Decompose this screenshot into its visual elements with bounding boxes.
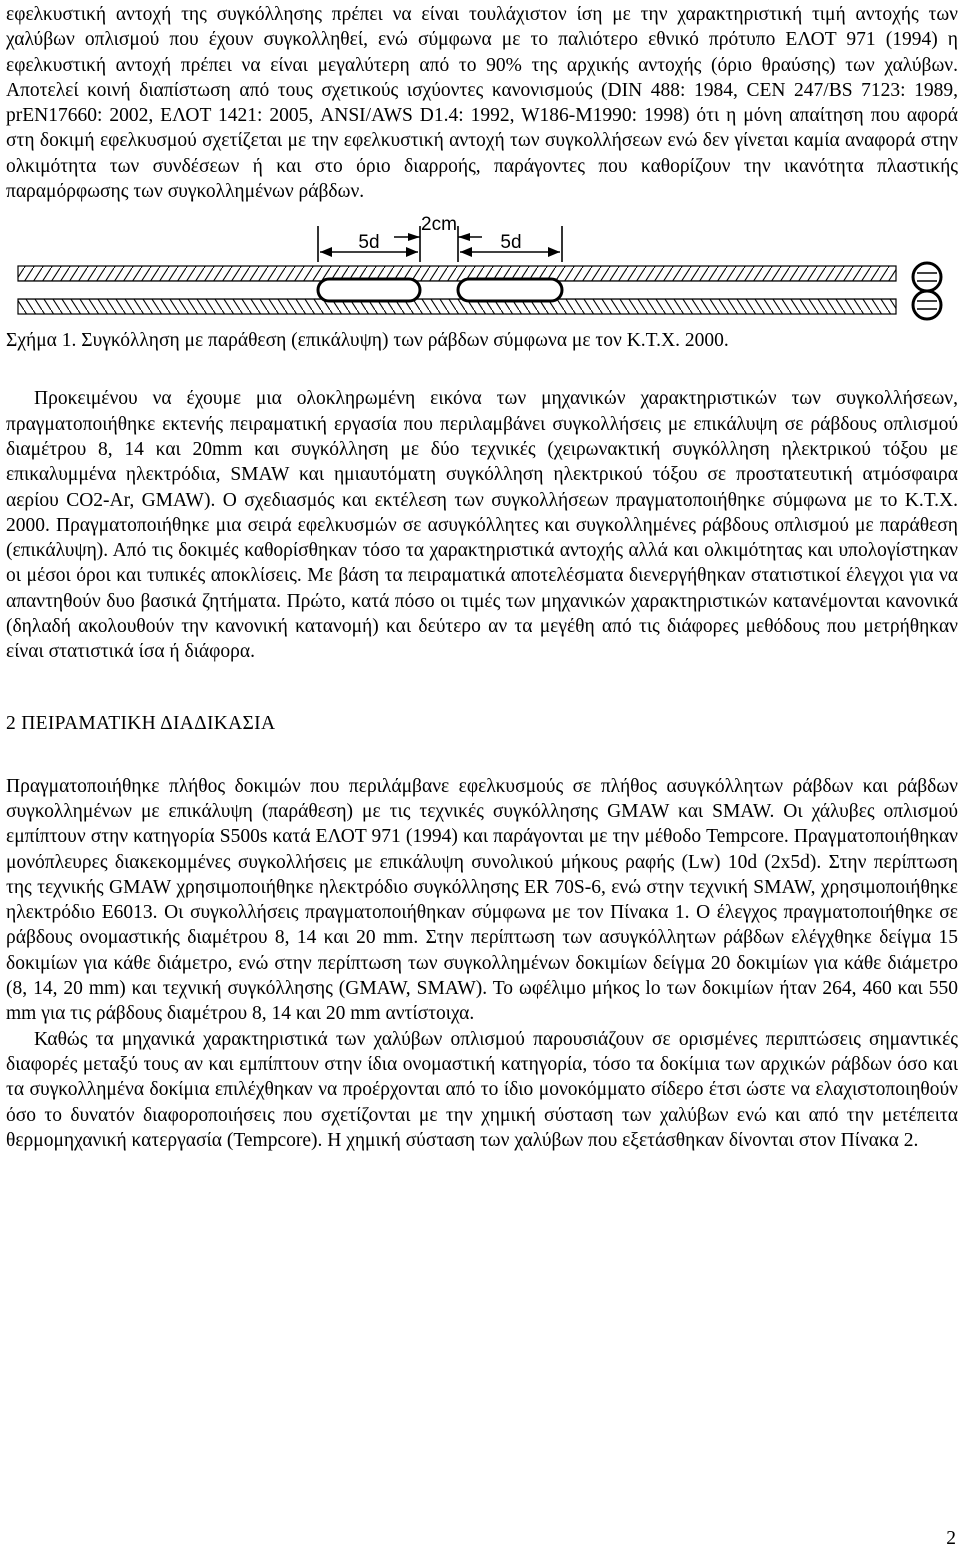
- paragraph-2: Προκειμένου να έχουμε μια ολοκληρωμένη εικόνα των μηχανικών χαρακτηριστικών των συγκολλήσεων, πραγματοποιήθηκε εκτενής πειραματική εργασία που περιλαμβάνει συγκολλήσεις με επικάλυψη σε ράβδους οπλισμού διαμέτρου 8, 14 και 20mm και συγκόλληση με δύο τεχνικές (χειρωνακτική συγκόλληση ηλεκτρικού τόξου με επικαλυμμένα ηλεκτρόδια, SMAW και ημιαυτόματη συγκόλληση ηλεκτρικού τόξου σε προστατευτική ατμόσφαιρα αερίου CO2-Ar, GMAW). Ο σχεδιασμός και εκτέλεση των συγκολλήσεων πραγματοποιήθηκε σύμφωνα με το Κ.Τ.Χ. 2000. Πραγματοποιήθηκε μια σειρά εφελκυσμών σε ασυγκόλλητες και συγκολλημένες ράβδους οπλισμού με παράθεση (επικάλυψη). Από τις δοκιμές καθορίσθηκαν τόσο τα χαρακτηριστικά αντοχής αλλά και ολκιμότητας και υπολογίστηκαν οι μέσοι όροι και τυπικές αποκλίσεις. Με βάση τα πειραματικά αποτελέσματα διενεργήθηκαν στατιστικοί έλεγχοι για να απαντηθούν δυο βασικά ζητήματα. Πρώτο, κατά πόσο οι τιμές των μηχανικών χαρακτηριστικών κατανέμονται κανονικά (δηλαδή ακολουθούν την κανονική κατανομή) και δεύτερο αν τα μεγέθη από τις διάφορες μεθόδους που μετρήθηκαν είναι στατιστικά ίσα ή διάφορα.: [6, 388, 958, 663]
- cross-section: [913, 263, 941, 319]
- page-number: 2: [946, 1528, 956, 1549]
- label-2cm: 2cm: [421, 214, 457, 236]
- label-5d-left: 5d: [358, 232, 380, 254]
- upper-rebar: [18, 266, 896, 281]
- figure-caption: Σχήμα 1. Συγκόλληση με παράθεση (επικάλυψη) των ράβδων σύμφωνα με τον Κ.Τ.Χ. 2000.: [6, 330, 729, 352]
- paragraph-3: Πραγματοποιήθηκε πλήθος δοκιμών που περιλάμβανε εφελκυσμούς σε πλήθος ασυγκόλλητων ράβδων και ράβδων συγκολλημένων με επικάλυψη (παράθεση) με τις τεχνικές συγκόλλησης GMAW και SMAW. Οι χάλυβες οπλισμού εμπίπτουν στην κατηγορία S500s κατά ΕΛΟΤ 971 (1994) και παράγονται με την μέθοδο Tempcore. Πραγματοποιήθηκαν μονόπλευρες διακεκομμένες συγκολλήσεις με επικάλυψη συνολικού μήκους ραφής (Lw) 10d (2x5d). Στην περίπτωση της τεχνικής GMAW χρησιμοποιήθηκε ηλεκτρόδιο συγκόλλησης ER 70S-6, ενώ στην τεχνική SMAW, χρησιμοποιήθηκε ηλεκτρόδιο E6013. Οι συγκολλήσεις πραγματοποιήθηκαν σύμφωνα με τον Πίνακα 1. Ο έλεγχος πραγματοποιήθηκε σε ράβδους ονομαστικής διαμέτρου 8, 14 και 20 mm. Στην περίπτωση των ασυγκόλλητων ράβδων ελέγχθηκε δείγμα 15 δοκιμίων για κάθε διάμετρο, ενώ στην περίπτωση των συγκολλημένων δοκιμίων δείγμα 20 δοκιμίων για κάθε διάμετρο (8, 14, 20 mm) και τεχνική συγκόλλησης (GMAW, SMAW). Το ωφέλιμο μήκος lo των δοκιμίων ήταν 264, 460 και 550 mm για τις ράβδους διαμέτρου 8, 14 και 20 mm αντίστοιχα.: [6, 775, 958, 1025]
- weld-seam-left: [318, 279, 420, 301]
- figure-lap-weld: [6, 212, 958, 330]
- paragraph-4: Καθώς τα μηχανικά χαρακτηριστικά των χαλύβων οπλισμού παρουσιάζουν σε ορισμένες περιπτώσεις σημαντικές διαφορές μεταξύ τους αν και εμπίπτουν στην ίδια ονομαστική κατηγορία, τόσο τα δοκίμια των αρχικών ράβδων όσο και τα συγκολλημένα δοκίμια επιλέχθηκαν να προέρχονται από το ίδιο μονοκόμματο σίδερο έτσι ώστε να ελαχιστοποιηθούν όσο το δυνατόν διαφοροποιήσεις που σχετίζονται με την χημική σύσταση των χαλύβων ενώ και από την μετέπειτα θερμομηχανική κατεργασία (Tempcore). Η χημική σύσταση των χαλύβων που εξετάσθηκαν δίνονται στον Πίνακα 2.: [6, 1028, 958, 1151]
- lower-rebar: [18, 299, 896, 314]
- document-page: [6, 0, 958, 1153]
- dimension-arrows: [320, 233, 560, 257]
- section-heading: 2 ΠΕΙΡΑΜΑΤΙΚΗ ΔΙΑΔΙΚΑΣΙΑ: [6, 712, 276, 734]
- paragraph-intro: εφελκυστική αντοχή της συγκόλλησης πρέπει να είναι τουλάχιστον ίση με την χαρακτηριστική τιμή αντοχής των χαλύβων οπλισμού που έχουν συγκολληθεί, ενώ σύμφωνα με το παλιότερο εθνικό πρότυπο ΕΛΟΤ 971 (1994) η εφελκυστική αντοχή πρέπει να είναι μεγαλύτερη από το 90% της αρχικής αντοχής (όριο θραύσης) των χαλύβων. Αποτελεί κοινή διαπίστωση από τους σχετικούς ισχύοντες κανονισμούς (DIN 488: 1984, CEN 247/BS 7123: 1989, prEN17660: 2002, ΕΛΟΤ 1421: 2005, ANSI/AWS D1.4: 1992, W186-M1990: 1998) ότι η μόνη απαίτηση που αφορά στη δοκιμή εφελκυσμού σχετίζεται με την εφελκυστική αντοχή των συγκολλήσεων ενώ δεν γίνεται καμία αναφορά στην ολκιμότητα των συνδέσεων ή και στο όριο διαρροής, παράγοντες που καθορίζουν την ικανότητα πλαστικής παραμόρφωσης των συγκολλημένων ράβδων.: [6, 4, 958, 203]
- weld-seam-right: [458, 279, 562, 301]
- label-5d-right: 5d: [500, 232, 522, 254]
- lap-weld-drawing: [6, 212, 958, 330]
